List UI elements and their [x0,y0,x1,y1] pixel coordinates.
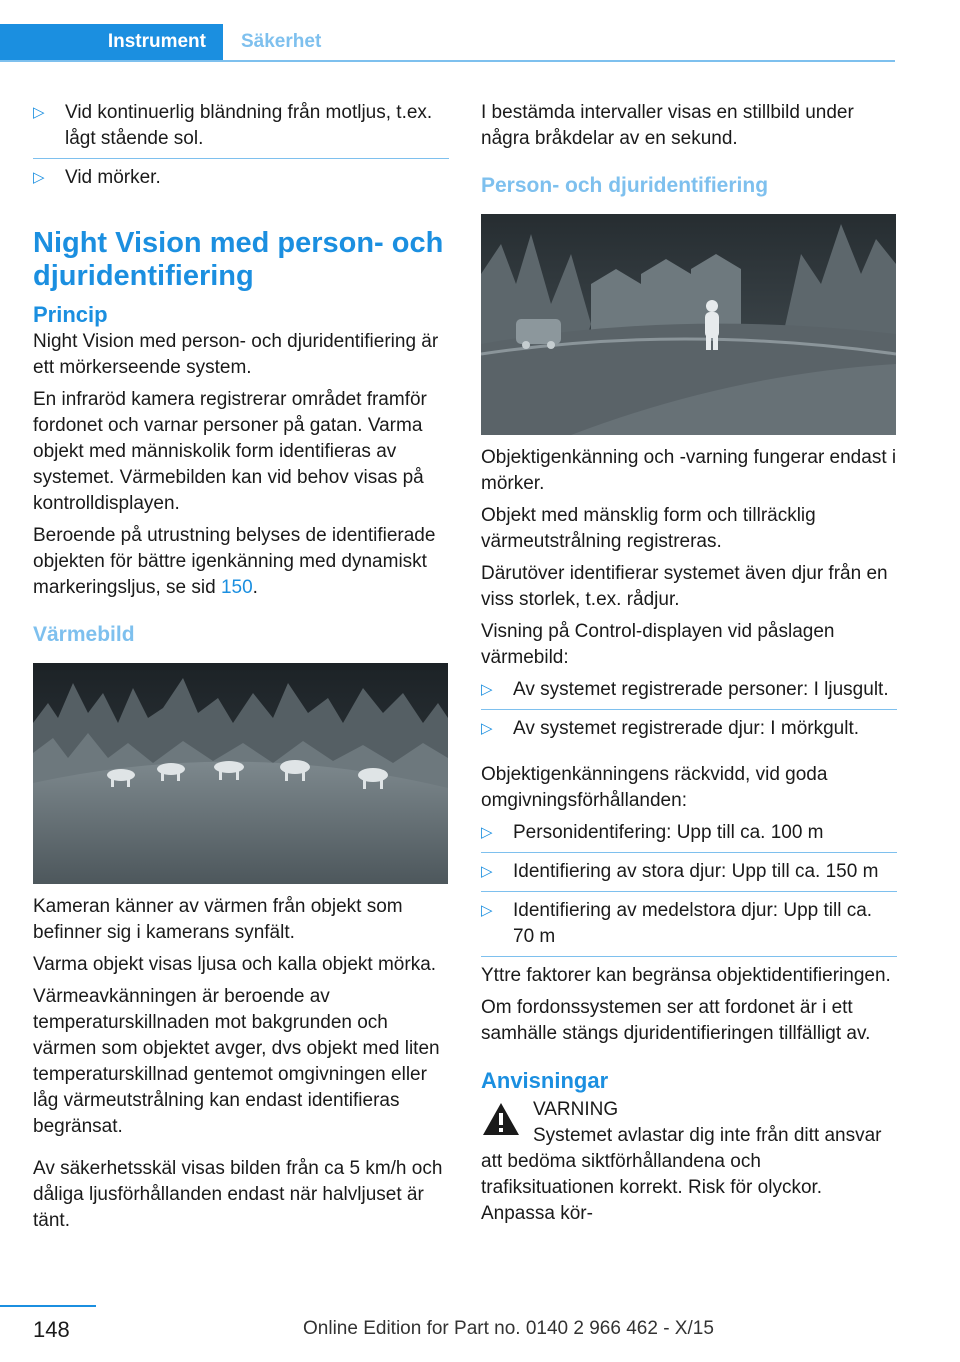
tab-sakerhet[interactable]: Säkerhet [241,31,322,52]
footer-divider [0,1305,96,1307]
paragraph: En infraröd kamera registrerar området framför fordonet och varnar personer på gatan. Varma objekt med människolik form identifieras av systemet. Värmebilden kan vid behov visas på kontrolldisplayen. [33,389,427,514]
right-column [481,100,897,1233]
list-item: ▷ Personidentifering: Upp till ca. 100 m [481,820,897,853]
paragraph: Night Vision med person- och djuridentifiering är ett mörkerseende system. [33,331,439,378]
paragraph: Yttre faktorer kan begränsa objektidentifieringen. [481,965,891,986]
paragraph: Därutöver identifierar systemet även djur från en viss storlek, t.ex. rådjur. [481,563,888,610]
edition-note: Online Edition for Part no. 0140 2 966 462 - X/15 [303,1318,714,1339]
triangle-bullet-icon: ▷ [481,681,493,698]
list-item: ▷ Av systemet registrerade djur: I mörkgult. [481,716,897,742]
warning-block [481,1097,897,1123]
triangle-bullet-icon: ▷ [481,902,493,919]
paragraph: Objekt med mänsklig form och tillräcklig värmeutstrålning registreras. [481,505,816,552]
varmebild-heading: Värmebild [33,623,135,646]
person-djur-heading: Person- och djuridentifiering [481,174,769,197]
list-item: ▷ Vid kontinuerlig bländning från motljus, t.ex. lågt stående sol. [33,100,449,159]
thermal-image-pedestrian [481,214,896,435]
list-item: ▷ Av systemet registrerade personer: I ljusgult. [481,677,897,710]
page-number: 148 [33,1317,70,1342]
list-item: ▷ Identifiering av medelstora djur: Upp till ca. 70 m [481,898,897,957]
left-column [33,100,449,1240]
paragraph: Av säkerhetsskäl visas bilden från ca 5 km/h och dåliga ljusförhållanden endast när halvljuset är tänt. [33,1158,443,1231]
triangle-bullet-icon: ▷ [481,824,493,841]
paragraph: Objektigenkänning och -varning fungerar endast i mörker. [481,447,897,494]
princip-heading: Princip [33,302,108,327]
paragraph: Objektigenkänningens räckvidd, vid goda omgivningsförhållanden: [481,764,828,811]
list-item: ▷ Vid mörker. [33,165,449,191]
paragraph: Visning på Control-displayen vid påslagen värmebild: [481,621,835,668]
paragraph: Kameran känner av värmen från objekt som befinner sig i kamerans synfält. [33,896,403,943]
triangle-bullet-icon: ▷ [481,863,493,880]
paragraph: Värmeavkänningen är beroende av temperaturskillnaden mot bakgrunden och värmen som objektet avger, dvs objekt med liten temperaturskillnad gentemot omgivningen eller låg värmeutstrålning kan endast identifieras begränsat. [33,986,440,1137]
triangle-bullet-icon: ▷ [33,169,45,186]
triangle-bullet-icon: ▷ [33,104,45,121]
anvisningar-heading: Anvisningar [481,1068,609,1093]
warning-triangle-icon [481,1101,521,1137]
tab-instrument[interactable]: Instrument [0,24,223,60]
list-item: ▷ Identifiering av stora djur: Upp till ca. 150 m [481,859,897,892]
paragraph: Beroende på utrustning belyses de identifierade objekten för bättre igenkänning med dynamiskt markeringsljus, se sid 150. [33,525,436,598]
paragraph: I bestämda intervaller visas en stillbild under några bråkdelar av en sekund. [481,102,854,149]
thermal-image-animals [33,663,448,884]
triangle-bullet-icon: ▷ [481,720,493,737]
paragraph: Varma objekt visas ljusa och kalla objekt mörka. [33,954,437,975]
header-divider [0,60,895,62]
header-tabbar [0,24,895,62]
section-title: Night Vision med person- och djuridentifiering [33,227,444,292]
warning-title: VARNING [533,1099,619,1120]
warning-text: Systemet avlastar dig inte från ditt ansvar att bedöma siktförhållandena och trafiksituationen korrekt. Risk för olyckor. Anpassa kör- [481,1125,882,1224]
page-link[interactable]: 150 [220,577,253,598]
paragraph: Om fordonssystemen ser att fordonet är i ett samhälle stängs djuridentifieringen tillfälligt av. [481,997,871,1044]
